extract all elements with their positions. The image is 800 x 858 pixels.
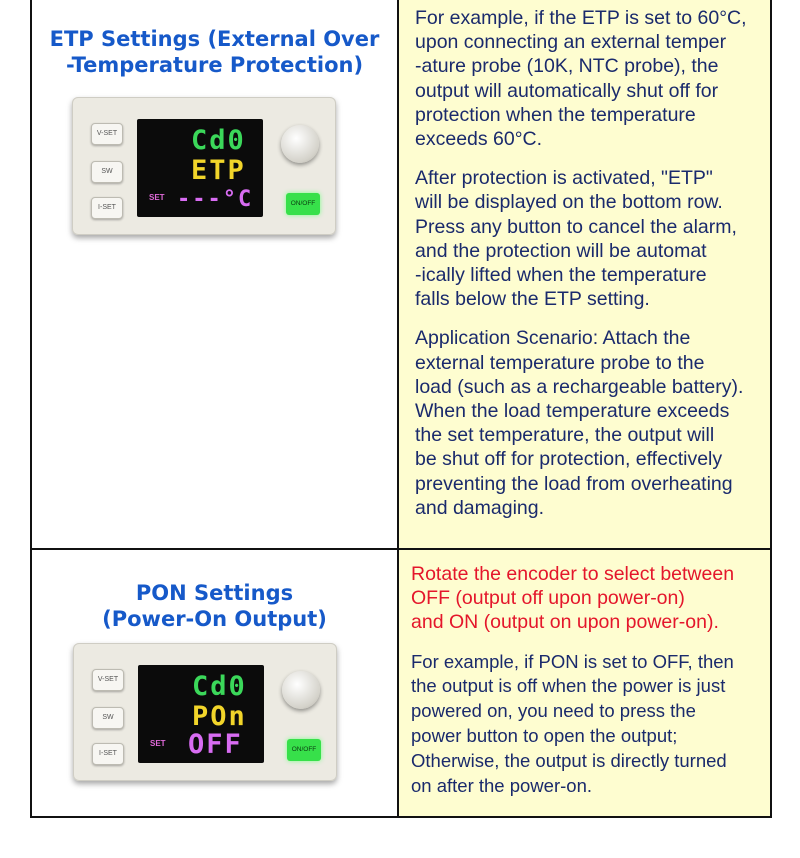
sw-button: SW xyxy=(91,161,123,183)
sw-button: SW xyxy=(92,707,124,729)
screen-row-1: Cd0 xyxy=(191,125,246,156)
encoder-knob-icon xyxy=(281,125,319,163)
etp-title: ETP Settings (External Over -Temperature Protection) xyxy=(49,27,380,77)
pon-intro: Rotate the encoder to select between OFF (output off upon power-on) and ON (output on upon power-on). xyxy=(411,563,735,634)
vset-button: V-SET xyxy=(92,669,124,691)
encoder-knob-icon xyxy=(282,671,320,709)
pon-device-image xyxy=(73,643,337,781)
iset-button: I-SET xyxy=(92,743,124,765)
screen-row-2: POn xyxy=(192,701,247,732)
etp-paragraph-1: For example, if the ETP is set to 60°C, upon connecting an external temper -ature probe (10K, NTC probe), the output will automatically shut off for protection when the temperature exceeds 60°C. xyxy=(415,7,747,151)
iset-button: I-SET xyxy=(91,197,123,219)
screen-row-2: ETP xyxy=(191,155,246,186)
etp-description-panel xyxy=(399,0,770,548)
onoff-button: ON/OFF xyxy=(287,739,321,761)
vset-button: V-SET xyxy=(91,123,123,145)
device-screen xyxy=(137,119,263,217)
screen-row-1: Cd0 xyxy=(192,671,247,702)
device-screen xyxy=(138,665,264,763)
onoff-button: ON/OFF xyxy=(286,193,320,215)
pon-description-panel xyxy=(399,550,770,816)
pon-paragraph: For example, if PON is set to OFF, then the output is off when the power is just powered on, you need to press the power button to open the output; Otherwise, the output is directly turned on after the power-on. xyxy=(411,650,734,796)
set-label: SET xyxy=(149,193,165,202)
etp-paragraph-3: Application Scenario: Attach the external temperature probe to the load (such as a rechargeable battery). When the load temperature exceeds the set temperature, the output will be shut off for protection, effectively preventing the load from overheating and damaging. xyxy=(415,327,744,519)
etp-device-image xyxy=(72,97,336,235)
set-label: SET xyxy=(150,739,166,748)
screen-row-3: OFF xyxy=(188,729,243,760)
pon-title: PON Settings (Power-On Output) xyxy=(102,581,327,631)
etp-paragraph-2: After protection is activated, "ETP" will be displayed on the bottom row. Press any button to cancel the alarm, and the protection will be automat -ically lifted when the temperature falls below the ETP setting. xyxy=(415,167,737,311)
screen-row-3: ---°C xyxy=(177,187,254,212)
